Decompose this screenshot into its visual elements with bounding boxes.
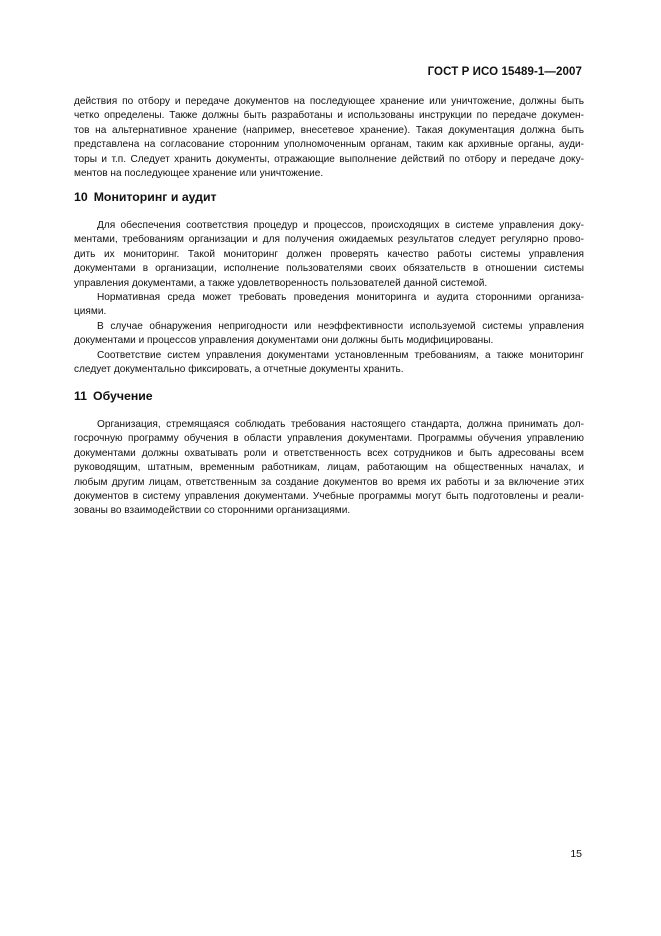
text-line: ментами, требованиям организации и для получения ожидаемых результатов следует регулярно прово- [74, 234, 584, 246]
text-line: управления документами, а также удовлетворенность пользователей данной системой. [74, 277, 488, 289]
text-line: Соответствие систем управления документами установленным требованиям, а также мониторинг [97, 349, 584, 361]
text-line: торы и т.п. Следует хранить документы, отражающие выполнение действий по отбору и передаче доку- [74, 153, 584, 165]
text-line: действия по отбору и передаче документов на последующее хранение или уничтожение, должны быть [74, 96, 584, 107]
section-10-body [74, 219, 584, 377]
text-line: любым другим лицам, ответственным за создание документов во время их работы и за включение этих [74, 476, 584, 488]
page-number: 15 [570, 848, 582, 860]
text-line: Для обеспечения соответствия процедур и процессов, происходящих в системе управления доку- [97, 220, 584, 231]
section-number: 10 [74, 190, 88, 204]
section-11-body [74, 418, 584, 519]
text-line: дить их мониторинг. Такой мониторинг должен проверять качество работы системы управления [74, 248, 584, 260]
standard-header: ГОСТ Р ИСО 15489-1—2007 [427, 66, 582, 78]
text-line: документов в систему управления документами. Учебные программы могут быть подготовлены и реали- [74, 491, 584, 503]
text-line: В случае обнаружения непригодности или неэффективности используемой системы управления [97, 320, 584, 332]
text-line: представлена на согласование сторонним уполномоченным органам, таким как архивные органы, ауди- [74, 139, 584, 151]
section-title: Обучение [93, 389, 153, 403]
text-line: следует документально фиксировать, а отчетные документы хранить. [74, 364, 404, 376]
text-line: документами должны охватывать роли и ответственность всех сотрудников и быть адресованы всем [74, 447, 584, 459]
section-10-heading [74, 190, 217, 204]
intro-paragraph [74, 95, 584, 181]
text-line: четко определены. Также должны быть разработаны и использованы инструкции по передаче докумен- [74, 110, 584, 122]
text-line: документами и процессов управления документами они должны быть модифицированы. [74, 335, 494, 347]
text-line: зованы во взаимодействии со сторонними организациями. [74, 505, 351, 517]
text-line: Организация, стремящаяся соблюдать требования настоящего стандарта, должна принимать дол- [97, 419, 584, 430]
text-line: документами в организации, исполнение пользователями своих обязательств в отношении системы [74, 263, 584, 275]
text-line: тов на альтернативное хранение (например, внесетевое хранение). Такая документация должна быть [74, 124, 584, 136]
text-line: Нормативная среда может требовать проведения мониторинга и аудита сторонними организа- [97, 292, 584, 304]
section-number: 11 [74, 389, 87, 403]
section-title: Мониторинг и аудит [93, 190, 217, 204]
text-line: циями. [74, 306, 107, 318]
text-line: руководящим, штатным, временным работникам, лицам, работающим на общественных началах, и [74, 462, 584, 474]
section-11-heading [74, 389, 153, 403]
text-line: ментов на последующее хранение или уничтожение. [74, 168, 324, 180]
text-line: госрочную программу обучения в области управления документами. Программы обучения управлению [74, 433, 584, 445]
